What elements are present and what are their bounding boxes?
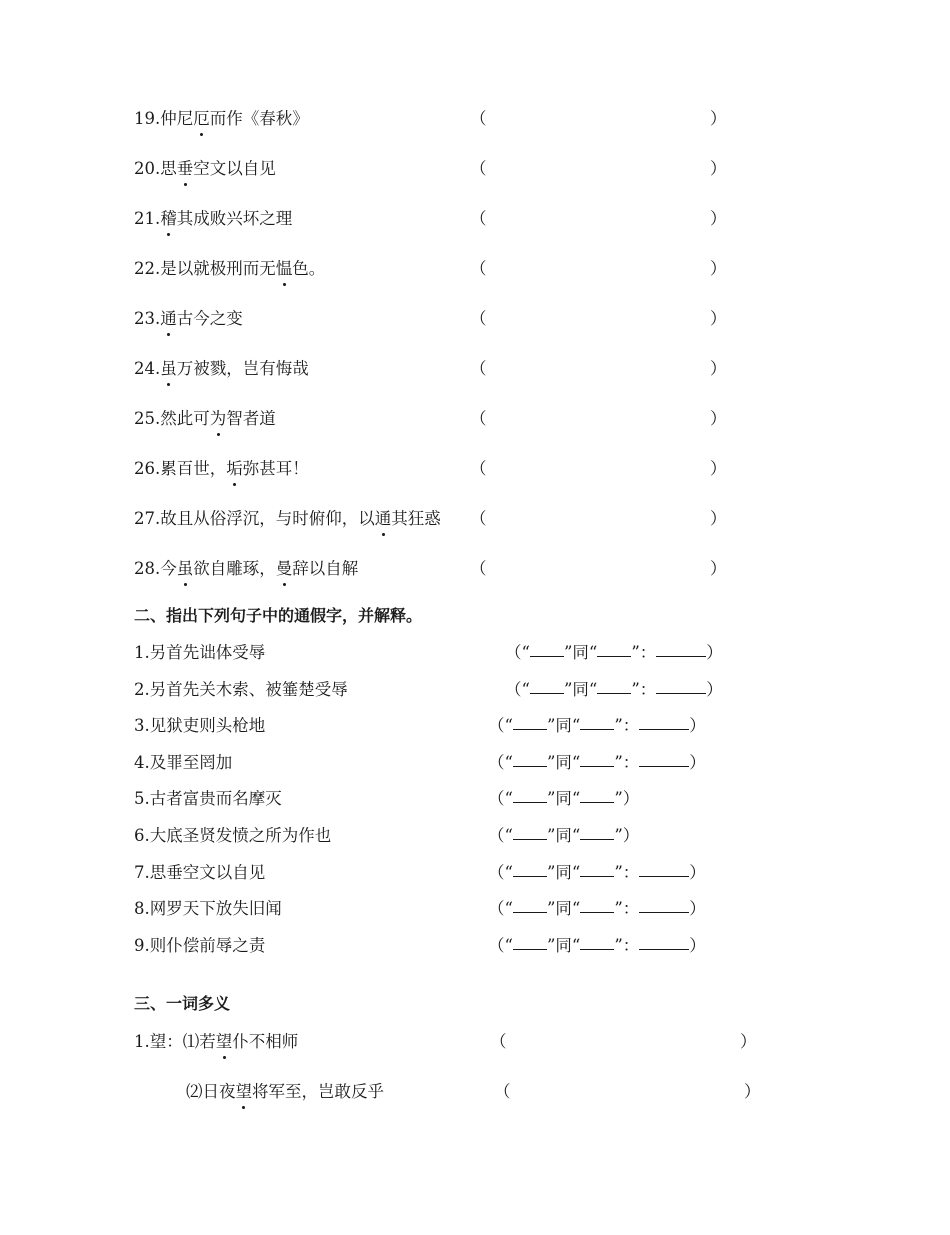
template-text: ） [706,679,723,699]
blank-original-char [530,640,564,657]
blank-meaning [639,713,689,730]
question-text [134,156,276,182]
template-text: ”同“ [546,899,581,919]
text-segment: 欲自雕琢， [193,559,276,578]
blank-meaning [639,750,689,767]
template-text: ”： [614,752,640,772]
template-text: （“ [488,716,513,736]
question-text: 7.思垂空文以自见 [134,862,266,882]
template-text: ”同“ [563,679,598,699]
emphasized-char: 厄 [193,106,210,132]
question-text: 4.及罪至罔加 [134,752,233,772]
blank-original-char [513,860,547,877]
polysemy-row [0,1029,950,1055]
answer-paren-open: （ [470,159,487,178]
template-text: ”： [614,862,640,882]
question-text [134,506,441,532]
answer-paren-close: ） [710,459,727,478]
template-text: ”同“ [546,716,581,736]
template-text: ”） [614,789,640,809]
text-segment: 将军至，岂敢反乎 [252,1082,384,1101]
template-text: （“ [488,935,513,955]
text-segment: 27.故且从俗浮沉，与时俯仰，以 [134,509,375,528]
emphasized-char: 虽 [177,556,194,582]
emphasized-char: 曼 [276,556,293,582]
answer-paren-open: （ [470,459,487,478]
answer-paren-open: （ [470,259,487,278]
question-text [186,1079,384,1105]
template-text: ”： [614,899,640,919]
text-segment: 21. [134,209,161,228]
question-row [0,206,950,232]
text-segment: 19.仲尼 [134,109,194,128]
answer-paren-close: ） [710,259,727,278]
answer-paren-open: （ [470,209,487,228]
emphasized-char: 愠 [276,256,293,282]
emphasized-char: 通 [375,506,392,532]
template-text: ） [689,935,706,955]
text-segment: 空文以自见 [193,159,276,178]
answer-paren-open: （ [494,1082,511,1101]
emphasized-char: 望 [216,1029,233,1055]
answer-paren-open: （ [490,1032,507,1051]
answer-template [488,860,706,886]
blank-standard-char [580,823,614,840]
template-text: ） [706,643,723,662]
polysemy-row [0,1079,950,1105]
template-text: ”： [614,935,640,955]
question-row [0,106,950,132]
question-text [134,406,276,432]
blank-standard-char [580,933,614,950]
text-segment: 古今之变 [176,309,243,328]
tongjia-row [0,677,950,703]
question-text [134,306,243,332]
question-text: 1.另首先诎体受辱 [134,643,266,662]
tongjia-row [0,933,950,959]
tongjia-row [0,640,950,666]
answer-paren-close: ） [710,359,727,378]
blank-meaning [639,860,689,877]
tongjia-row [0,896,950,922]
template-text: ） [689,716,706,736]
blank-standard-char [580,713,614,730]
emphasized-char: 垂 [177,156,194,182]
template-text: ”： [631,679,657,699]
text-segment: 其狂惑 [391,509,441,528]
answer-paren-open: （ [470,109,487,128]
question-row [0,556,950,582]
question-text: 9.则仆偿前辱之责 [134,935,266,955]
answer-template [488,933,706,959]
blank-original-char [513,713,547,730]
text-segment: 1.望：⑴若 [134,1032,216,1051]
answer-paren-close: ） [710,159,727,178]
text-segment: 22.是以就极刑而无 [134,259,276,278]
emphasized-char: 垢 [226,456,243,482]
tongjia-row [0,860,950,886]
section-2-heading: 二、指出下列句子中的通假字，并解释。 [134,606,423,625]
blank-meaning [656,677,706,694]
question-text: 6.大底圣贤发愤之所为作也 [134,826,332,845]
blank-standard-char [597,677,631,694]
answer-paren-open: （ [470,509,487,528]
answer-paren-open: （ [470,359,487,378]
blank-original-char [513,896,547,913]
question-text [134,1029,298,1055]
tongjia-row [0,786,950,812]
blank-original-char [530,677,564,694]
template-text: （“ [488,752,513,772]
text-segment: 万被戮，岂有悔哉 [176,359,309,378]
blank-standard-char [597,640,631,657]
section-3-heading: 三、一词多义 [134,994,231,1013]
answer-template [488,713,706,739]
answer-template [488,896,706,922]
emphasized-char: 虽 [160,356,177,382]
text-segment: 色。 [292,259,326,278]
answer-paren-close: ） [710,209,727,228]
emphasized-char: 通 [160,306,177,332]
answer-paren-close: ） [740,1032,757,1051]
template-text: （“ [488,862,513,882]
question-text: 5.古者富贵而名摩灭 [134,789,282,809]
emphasized-char: 望 [236,1079,253,1105]
text-segment: 弥甚耳！ [242,459,309,478]
template-text: ”同“ [546,789,581,809]
template-text: ） [689,862,706,882]
answer-paren-open: （ [470,559,487,578]
question-text [134,256,325,282]
blank-standard-char [580,750,614,767]
blank-original-char [513,823,547,840]
answer-paren-open: （ [470,409,487,428]
question-row [0,306,950,332]
template-text: ”同“ [546,826,581,845]
template-text: ”同“ [546,935,581,955]
answer-paren-close: ） [710,509,727,528]
blank-original-char [513,786,547,803]
blank-standard-char [580,786,614,803]
emphasized-char: 为 [210,406,227,432]
answer-paren-close: ） [710,309,727,328]
text-segment: 辞以自解 [292,559,359,578]
template-text: （“ [488,826,513,845]
template-text: ） [689,899,706,919]
text-segment: ⑵日夜 [186,1082,236,1101]
question-text [134,456,309,482]
answer-paren-close: ） [710,559,727,578]
text-segment: 25.然此可 [134,409,210,428]
question-row [0,256,950,282]
question-row [0,506,950,532]
answer-paren-open: （ [470,309,487,328]
template-text: ”同“ [546,752,581,772]
blank-original-char [513,933,547,950]
blank-original-char [513,750,547,767]
question-row [0,356,950,382]
template-text: （“ [505,679,530,699]
text-segment: 26.累百世， [134,459,227,478]
template-text: （“ [488,789,513,809]
text-segment: 23. [134,309,161,328]
question-text [134,356,309,382]
question-text [134,556,358,582]
blank-standard-char [580,896,614,913]
blank-meaning [639,896,689,913]
text-segment: 智者道 [226,409,276,428]
answer-template [488,750,706,776]
answer-paren-close: ） [744,1082,761,1101]
question-row [0,456,950,482]
template-text: ） [689,752,706,772]
template-text: ”： [614,716,640,736]
question-text: 3.见狱吏则头枪地 [134,716,266,736]
blank-standard-char [580,860,614,877]
answer-paren-close: ） [710,409,727,428]
blank-meaning [656,640,706,657]
answer-template [488,786,639,812]
template-text: ”） [614,826,640,845]
tongjia-row [0,823,950,849]
template-text: ”同“ [563,643,598,662]
template-text: ”： [631,643,657,662]
question-row [0,156,950,182]
text-segment: 28.今 [134,559,177,578]
answer-template [488,823,639,849]
question-text: 2.另首先关木索、被箠楚受辱 [134,679,348,699]
text-segment: 而作《春秋》 [209,109,309,128]
text-segment: 其成败兴坏之理 [176,209,293,228]
emphasized-char: 稽 [160,206,177,232]
template-text: （“ [488,899,513,919]
text-segment: 24. [134,359,161,378]
tongjia-row [0,713,950,739]
tongjia-row [0,750,950,776]
question-text [134,106,309,132]
answer-template [505,677,723,703]
text-segment: 20.思 [134,159,177,178]
answer-template [505,640,723,666]
template-text: （“ [505,643,530,662]
question-row [0,406,950,432]
question-text [134,206,292,232]
blank-meaning [639,933,689,950]
text-segment: 仆不相师 [232,1032,299,1051]
question-text: 8.网罗天下放失旧闻 [134,899,282,919]
answer-paren-close: ） [710,109,727,128]
template-text: ”同“ [546,862,581,882]
